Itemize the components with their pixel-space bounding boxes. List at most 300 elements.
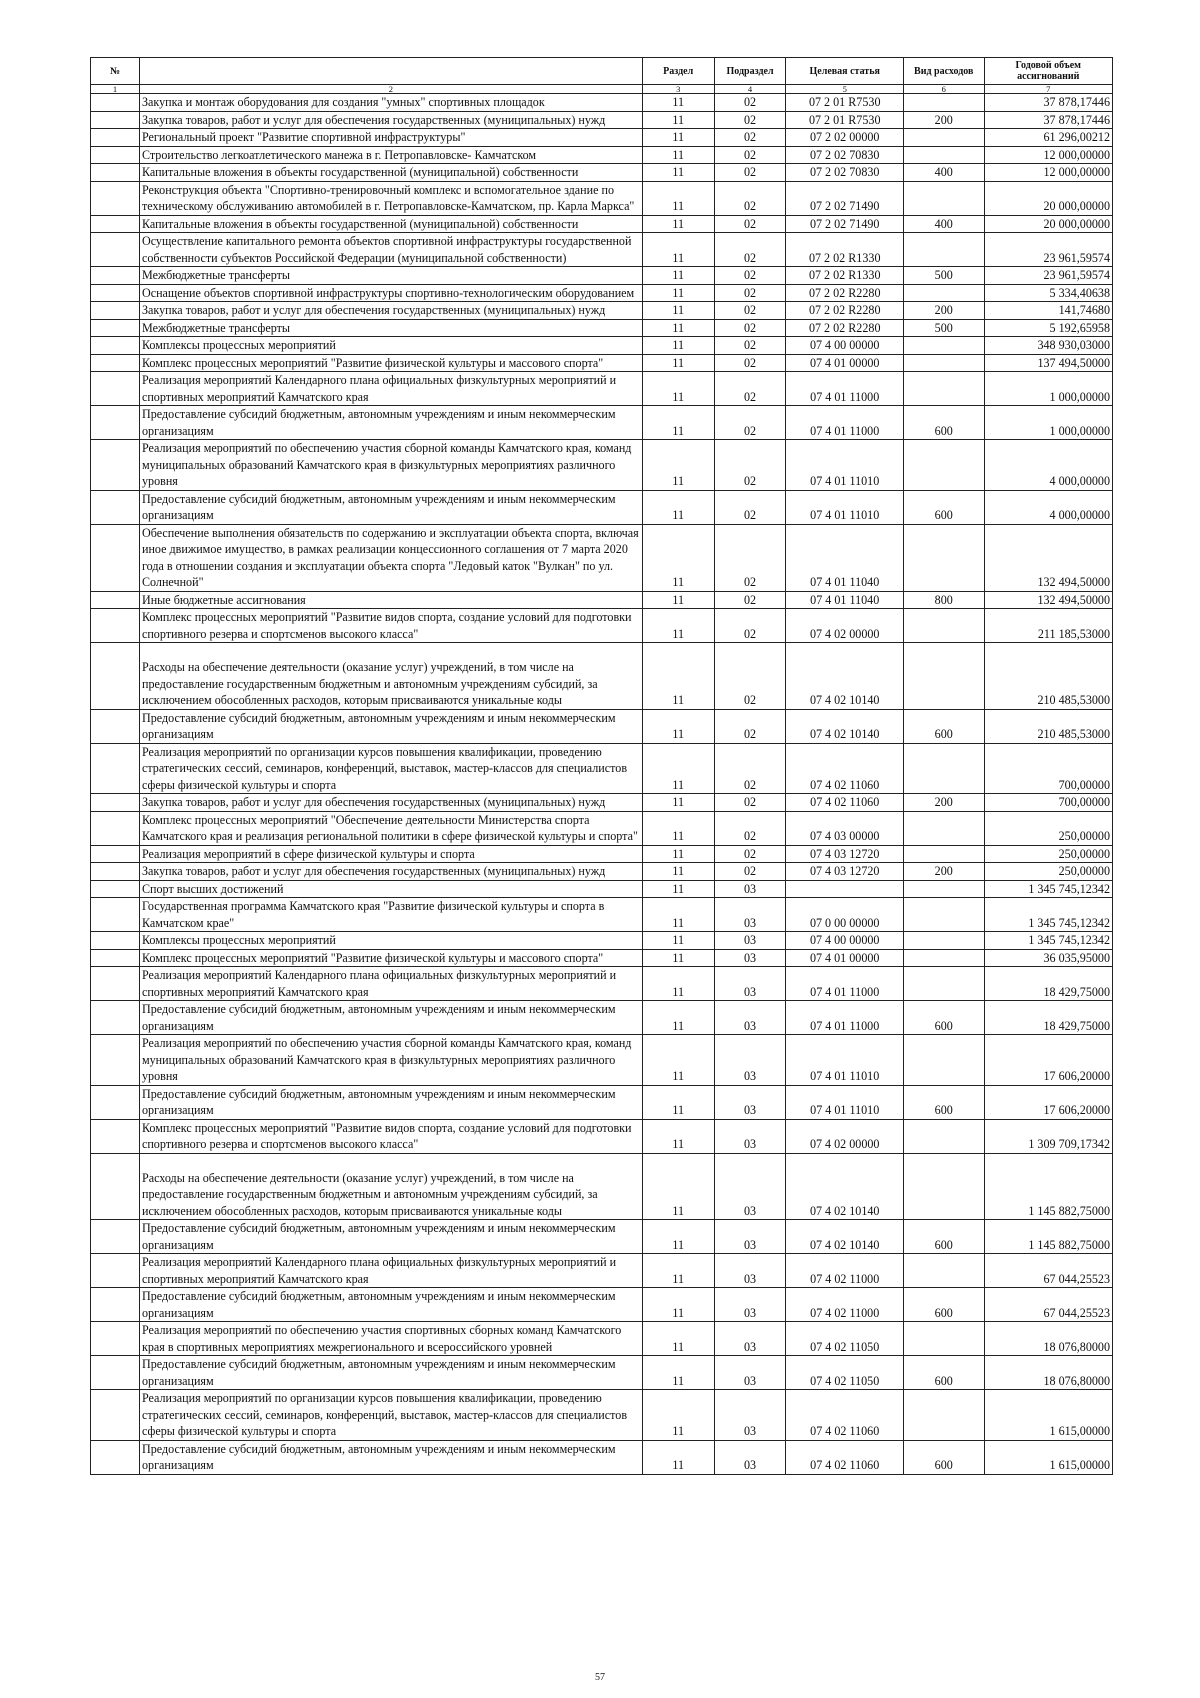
cell-name: Предоставление субсидий бюджетным, автономным учреждениям и иным некоммерческим организациям: [139, 1356, 642, 1390]
cell-annual-amount: 137 494,50000: [984, 354, 1112, 372]
cell-target-item: 07 2 02 70830: [786, 146, 904, 164]
table-row: [91, 181, 1113, 215]
cell-target-item: 07 4 02 11000: [786, 1288, 904, 1322]
cell-name: Спорт высших достижений: [139, 880, 642, 898]
cell-target-item: 07 4 01 00000: [786, 354, 904, 372]
cell-section: 11: [642, 1322, 714, 1356]
cell-name: Предоставление субсидий бюджетным, автономным учреждениям и иным некоммерческим организациям: [139, 1220, 642, 1254]
cell-expense-type: [903, 233, 984, 267]
table-row: [91, 880, 1113, 898]
cell-subsection: 03: [714, 1035, 786, 1086]
table-row: [91, 967, 1113, 1001]
cell-subsection: 02: [714, 643, 786, 710]
cell-name: Реализация мероприятий по организации курсов повышения квалификации, проведению стратегических сессий, семинаров, конференций, выставок, мастер-классов для специалистов сферы физической культуры и спорта: [139, 743, 642, 794]
cell-subsection: 02: [714, 337, 786, 355]
cell-name: Капитальные вложения в объекты государственной (муниципальной) собственности: [139, 215, 642, 233]
header-section: Раздел: [642, 58, 714, 85]
cell-section: 11: [642, 949, 714, 967]
cell-expense-type: [903, 967, 984, 1001]
cell-name: Предоставление субсидий бюджетным, автономным учреждениям и иным некоммерческим организациям: [139, 709, 642, 743]
table-row: [91, 1085, 1113, 1119]
cell-number: [91, 354, 140, 372]
cell-section: 11: [642, 490, 714, 524]
cell-name: Комплекс процессных мероприятий "Развитие физической культуры и массового спорта": [139, 354, 642, 372]
cell-expense-type: 400: [903, 215, 984, 233]
cell-subsection: 03: [714, 1254, 786, 1288]
cell-target-item: 07 4 00 00000: [786, 932, 904, 950]
cell-expense-type: 500: [903, 267, 984, 285]
cell-expense-type: [903, 1153, 984, 1220]
cell-expense-type: [903, 354, 984, 372]
cell-number: [91, 440, 140, 491]
cell-expense-type: [903, 440, 984, 491]
cell-annual-amount: 1 000,00000: [984, 406, 1112, 440]
table-row: [91, 1001, 1113, 1035]
cell-expense-type: [903, 609, 984, 643]
table-row: [91, 1288, 1113, 1322]
table-row: [91, 845, 1113, 863]
cell-section: 11: [642, 233, 714, 267]
cell-section: 11: [642, 898, 714, 932]
header-name: [139, 58, 642, 85]
table-row: [91, 1254, 1113, 1288]
cell-annual-amount: 141,74680: [984, 302, 1112, 320]
cell-number: [91, 743, 140, 794]
cell-expense-type: [903, 949, 984, 967]
column-index: 6: [903, 85, 984, 94]
cell-number: [91, 164, 140, 182]
table-row: [91, 129, 1113, 147]
table-row: [91, 337, 1113, 355]
cell-subsection: 02: [714, 302, 786, 320]
cell-section: 11: [642, 1356, 714, 1390]
cell-annual-amount: 132 494,50000: [984, 591, 1112, 609]
cell-annual-amount: 250,00000: [984, 811, 1112, 845]
table-row: [91, 609, 1113, 643]
cell-expense-type: [903, 146, 984, 164]
cell-number: [91, 372, 140, 406]
cell-subsection: 02: [714, 524, 786, 591]
cell-section: 11: [642, 1119, 714, 1153]
cell-target-item: 07 4 01 11000: [786, 372, 904, 406]
cell-target-item: 07 4 01 11000: [786, 1001, 904, 1035]
cell-target-item: 07 4 01 11040: [786, 591, 904, 609]
cell-target-item: 07 4 02 00000: [786, 1119, 904, 1153]
cell-name: Реализация мероприятий по организации курсов повышения квалификации, проведению стратегических сессий, семинаров, конференций, выставок, мастер-классов для специалистов сферы физической культуры и спорта: [139, 1390, 642, 1441]
cell-number: [91, 794, 140, 812]
cell-number: [91, 490, 140, 524]
table-row: [91, 898, 1113, 932]
cell-number: [91, 1254, 140, 1288]
table-row: [91, 794, 1113, 812]
column-index: 4: [714, 85, 786, 94]
cell-annual-amount: 37 878,17446: [984, 94, 1112, 112]
cell-number: [91, 1035, 140, 1086]
cell-section: 11: [642, 591, 714, 609]
cell-annual-amount: 210 485,53000: [984, 643, 1112, 710]
cell-name: Реализация мероприятий Календарного плана официальных физкультурных мероприятий и спортивных мероприятий Камчатского края: [139, 967, 642, 1001]
cell-name: Закупка товаров, работ и услуг для обеспечения государственных (муниципальных) нужд: [139, 111, 642, 129]
table-row: [91, 932, 1113, 950]
cell-annual-amount: 23 961,59574: [984, 267, 1112, 285]
table-row: [91, 372, 1113, 406]
cell-number: [91, 181, 140, 215]
column-index: 2: [139, 85, 642, 94]
cell-section: 11: [642, 302, 714, 320]
cell-number: [91, 1390, 140, 1441]
cell-number: [91, 1085, 140, 1119]
cell-section: 11: [642, 880, 714, 898]
cell-target-item: 07 4 02 10140: [786, 1153, 904, 1220]
cell-subsection: 02: [714, 440, 786, 491]
cell-expense-type: 400: [903, 164, 984, 182]
cell-target-item: 07 4 02 10140: [786, 709, 904, 743]
cell-name: Предоставление субсидий бюджетным, автономным учреждениям и иным некоммерческим организациям: [139, 1001, 642, 1035]
cell-name: Предоставление субсидий бюджетным, автономным учреждениям и иным некоммерческим организациям: [139, 490, 642, 524]
cell-subsection: 03: [714, 1220, 786, 1254]
cell-subsection: 03: [714, 1288, 786, 1322]
cell-number: [91, 845, 140, 863]
cell-section: 11: [642, 1390, 714, 1441]
cell-annual-amount: 36 035,95000: [984, 949, 1112, 967]
cell-name: Предоставление субсидий бюджетным, автономным учреждениям и иным некоммерческим организациям: [139, 1288, 642, 1322]
cell-name: Оснащение объектов спортивной инфраструктуры спортивно-технологическим оборудованием: [139, 284, 642, 302]
cell-section: 11: [642, 863, 714, 881]
cell-target-item: 07 4 01 00000: [786, 949, 904, 967]
cell-expense-type: [903, 181, 984, 215]
cell-name: Строительство легкоатлетического манежа в г. Петропавловске- Камчатском: [139, 146, 642, 164]
cell-subsection: 02: [714, 845, 786, 863]
cell-number: [91, 898, 140, 932]
cell-annual-amount: 348 930,03000: [984, 337, 1112, 355]
cell-section: 11: [642, 406, 714, 440]
cell-expense-type: 600: [903, 406, 984, 440]
cell-expense-type: [903, 1254, 984, 1288]
cell-name: Реализация мероприятий по обеспечению участия сборной команды Камчатского края, команд муниципальных образований Камчатского края в физкультурных мероприятиях различного уровня: [139, 440, 642, 491]
cell-subsection: 03: [714, 880, 786, 898]
cell-annual-amount: 61 296,00212: [984, 129, 1112, 147]
cell-subsection: 03: [714, 1085, 786, 1119]
cell-target-item: 07 4 02 11050: [786, 1322, 904, 1356]
cell-annual-amount: 20 000,00000: [984, 181, 1112, 215]
cell-target-item: 07 4 02 10140: [786, 643, 904, 710]
cell-number: [91, 1322, 140, 1356]
cell-section: 11: [642, 932, 714, 950]
cell-number: [91, 1440, 140, 1474]
cell-number: [91, 233, 140, 267]
table-row: [91, 863, 1113, 881]
cell-target-item: 07 2 02 70830: [786, 164, 904, 182]
cell-number: [91, 146, 140, 164]
cell-target-item: 07 4 03 12720: [786, 863, 904, 881]
cell-section: 11: [642, 1254, 714, 1288]
cell-subsection: 03: [714, 1001, 786, 1035]
cell-subsection: 03: [714, 932, 786, 950]
cell-name: Межбюджетные трансферты: [139, 319, 642, 337]
table-row: [91, 1119, 1113, 1153]
cell-name: Реализация мероприятий по обеспечению участия спортивных сборных команд Камчатского края в спортивных мероприятиях межрегионального и всероссийского уровней: [139, 1322, 642, 1356]
cell-number: [91, 643, 140, 710]
cell-target-item: 07 4 01 11000: [786, 406, 904, 440]
cell-subsection: 02: [714, 267, 786, 285]
table-header-row: [91, 58, 1113, 85]
cell-number: [91, 129, 140, 147]
cell-subsection: 02: [714, 111, 786, 129]
cell-name: Расходы на обеспечение деятельности (оказание услуг) учреждений, в том числе на предоставление государственным бюджетным и автономным учреждениям субсидий, за исключением обособленных расходов, которым присваиваются уникальные коды: [139, 1153, 642, 1220]
cell-expense-type: [903, 898, 984, 932]
cell-subsection: 02: [714, 129, 786, 147]
cell-section: 11: [642, 811, 714, 845]
cell-annual-amount: 250,00000: [984, 863, 1112, 881]
cell-name: Предоставление субсидий бюджетным, автономным учреждениям и иным некоммерческим организациям: [139, 406, 642, 440]
cell-target-item: 07 2 02 00000: [786, 129, 904, 147]
cell-expense-type: [903, 880, 984, 898]
cell-target-item: 07 4 03 12720: [786, 845, 904, 863]
table-row: [91, 490, 1113, 524]
cell-name: Комплекс процессных мероприятий "Развитие видов спорта, создание условий для подготовки спортивного резерва и спортсменов высокого класса": [139, 1119, 642, 1153]
cell-expense-type: 600: [903, 1085, 984, 1119]
cell-annual-amount: 132 494,50000: [984, 524, 1112, 591]
cell-name: Межбюджетные трансферты: [139, 267, 642, 285]
cell-expense-type: [903, 1322, 984, 1356]
cell-name: Закупка и монтаж оборудования для создания "умных" спортивных площадок: [139, 94, 642, 112]
cell-subsection: 03: [714, 1390, 786, 1441]
header-target-item: Целевая статья: [786, 58, 904, 85]
column-index-row: [91, 85, 1113, 94]
cell-section: 11: [642, 709, 714, 743]
cell-subsection: 02: [714, 164, 786, 182]
cell-target-item: [786, 880, 904, 898]
cell-name: Комплекс процессных мероприятий "Развитие видов спорта, создание условий для подготовки спортивного резерва и спортсменов высокого класса": [139, 609, 642, 643]
cell-expense-type: [903, 1035, 984, 1086]
cell-expense-type: [903, 1390, 984, 1441]
column-index: 3: [642, 85, 714, 94]
cell-name: Осуществление капитального ремонта объектов спортивной инфраструктуры государственной собственности субъектов Российской Федерации (муниципальной собственности): [139, 233, 642, 267]
cell-subsection: 02: [714, 863, 786, 881]
cell-section: 11: [642, 845, 714, 863]
cell-annual-amount: 20 000,00000: [984, 215, 1112, 233]
cell-name: Комплекс процессных мероприятий "Обеспечение деятельности Министерства спорта Камчатского края и реализация региональной политики в сфере физической культуры и спорта": [139, 811, 642, 845]
table-row: [91, 709, 1113, 743]
table-row: [91, 233, 1113, 267]
cell-target-item: 07 2 01 R7530: [786, 94, 904, 112]
cell-annual-amount: 37 878,17446: [984, 111, 1112, 129]
cell-annual-amount: 250,00000: [984, 845, 1112, 863]
cell-name: Капитальные вложения в объекты государственной (муниципальной) собственности: [139, 164, 642, 182]
table-row: [91, 591, 1113, 609]
cell-annual-amount: 17 606,20000: [984, 1035, 1112, 1086]
cell-number: [91, 284, 140, 302]
cell-expense-type: 800: [903, 591, 984, 609]
cell-name: Комплексы процессных мероприятий: [139, 932, 642, 950]
cell-subsection: 03: [714, 898, 786, 932]
cell-section: 11: [642, 354, 714, 372]
table-row: [91, 1440, 1113, 1474]
table-row: [91, 111, 1113, 129]
cell-expense-type: 600: [903, 1440, 984, 1474]
cell-subsection: 02: [714, 354, 786, 372]
cell-target-item: 07 4 02 11000: [786, 1254, 904, 1288]
cell-expense-type: 600: [903, 1220, 984, 1254]
cell-subsection: 03: [714, 967, 786, 1001]
cell-target-item: 07 4 01 11010: [786, 1085, 904, 1119]
cell-subsection: 02: [714, 146, 786, 164]
cell-annual-amount: 1 345 745,12342: [984, 898, 1112, 932]
cell-name: Реализация мероприятий в сфере физической культуры и спорта: [139, 845, 642, 863]
header-expense-type: Вид расходов: [903, 58, 984, 85]
cell-section: 11: [642, 1440, 714, 1474]
table-row: [91, 164, 1113, 182]
cell-target-item: 07 4 02 11060: [786, 1440, 904, 1474]
cell-annual-amount: 18 076,80000: [984, 1322, 1112, 1356]
cell-annual-amount: 4 000,00000: [984, 440, 1112, 491]
cell-subsection: 02: [714, 181, 786, 215]
cell-expense-type: [903, 524, 984, 591]
cell-number: [91, 1220, 140, 1254]
cell-target-item: 07 2 02 R1330: [786, 267, 904, 285]
cell-annual-amount: 1 000,00000: [984, 372, 1112, 406]
cell-section: 11: [642, 609, 714, 643]
cell-section: 11: [642, 743, 714, 794]
table-row: [91, 1153, 1113, 1220]
table-row: [91, 354, 1113, 372]
cell-target-item: 07 4 01 11010: [786, 1035, 904, 1086]
cell-target-item: 07 2 02 R2280: [786, 284, 904, 302]
table-row: [91, 743, 1113, 794]
cell-name: Региональный проект "Развитие спортивной инфраструктуры": [139, 129, 642, 147]
cell-number: [91, 1119, 140, 1153]
table-row: [91, 94, 1113, 112]
cell-number: [91, 880, 140, 898]
cell-target-item: 07 4 03 00000: [786, 811, 904, 845]
cell-subsection: 02: [714, 794, 786, 812]
table-row: [91, 302, 1113, 320]
cell-annual-amount: 1 345 745,12342: [984, 880, 1112, 898]
cell-name: Государственная программа Камчатского края "Развитие физической культуры и спорта в Камчатском крае": [139, 898, 642, 932]
cell-section: 11: [642, 337, 714, 355]
cell-annual-amount: 5 334,40638: [984, 284, 1112, 302]
cell-expense-type: [903, 845, 984, 863]
table-row: [91, 406, 1113, 440]
cell-target-item: 07 4 01 11010: [786, 490, 904, 524]
cell-annual-amount: 18 429,75000: [984, 1001, 1112, 1035]
cell-name: Реализация мероприятий Календарного плана официальных физкультурных мероприятий и спортивных мероприятий Камчатского края: [139, 1254, 642, 1288]
table-row: [91, 1322, 1113, 1356]
header-subsection: Подраздел: [714, 58, 786, 85]
cell-target-item: 07 4 02 11060: [786, 743, 904, 794]
cell-subsection: 02: [714, 709, 786, 743]
cell-annual-amount: 1 615,00000: [984, 1440, 1112, 1474]
cell-number: [91, 609, 140, 643]
cell-target-item: 07 4 02 11060: [786, 1390, 904, 1441]
cell-target-item: 07 2 02 R2280: [786, 302, 904, 320]
cell-annual-amount: 5 192,65958: [984, 319, 1112, 337]
cell-subsection: 02: [714, 233, 786, 267]
cell-target-item: 07 4 02 11060: [786, 794, 904, 812]
cell-subsection: 02: [714, 94, 786, 112]
cell-expense-type: 600: [903, 1356, 984, 1390]
cell-number: [91, 811, 140, 845]
cell-subsection: 02: [714, 743, 786, 794]
cell-section: 11: [642, 1001, 714, 1035]
cell-number: [91, 1356, 140, 1390]
table-row: [91, 440, 1113, 491]
cell-number: [91, 319, 140, 337]
table-row: [91, 319, 1113, 337]
cell-section: 11: [642, 372, 714, 406]
cell-name: Закупка товаров, работ и услуг для обеспечения государственных (муниципальных) нужд: [139, 302, 642, 320]
cell-number: [91, 406, 140, 440]
header-number: №: [91, 58, 140, 85]
table-row: [91, 811, 1113, 845]
cell-section: 11: [642, 319, 714, 337]
cell-target-item: 07 4 01 11000: [786, 967, 904, 1001]
cell-expense-type: [903, 337, 984, 355]
cell-section: 11: [642, 794, 714, 812]
cell-number: [91, 591, 140, 609]
cell-annual-amount: 1 345 745,12342: [984, 932, 1112, 950]
cell-section: 11: [642, 1035, 714, 1086]
cell-section: 11: [642, 440, 714, 491]
cell-name: Расходы на обеспечение деятельности (оказание услуг) учреждений, в том числе на предоставление государственным бюджетным и автономным учреждениям субсидий, за исключением обособленных расходов, которым присваиваются уникальные коды: [139, 643, 642, 710]
cell-name: Реализация мероприятий Календарного плана официальных физкультурных мероприятий и спортивных мероприятий Камчатского края: [139, 372, 642, 406]
cell-target-item: 07 4 01 11010: [786, 440, 904, 491]
column-index: 7: [984, 85, 1112, 94]
cell-expense-type: 500: [903, 319, 984, 337]
table-row: [91, 524, 1113, 591]
cell-expense-type: [903, 129, 984, 147]
cell-number: [91, 267, 140, 285]
cell-annual-amount: 1 145 882,75000: [984, 1153, 1112, 1220]
table-row: [91, 643, 1113, 710]
cell-number: [91, 949, 140, 967]
cell-number: [91, 1288, 140, 1322]
cell-section: 11: [642, 146, 714, 164]
cell-target-item: 07 2 02 R2280: [786, 319, 904, 337]
cell-number: [91, 215, 140, 233]
cell-section: 11: [642, 164, 714, 182]
cell-expense-type: 600: [903, 1001, 984, 1035]
cell-expense-type: [903, 372, 984, 406]
cell-number: [91, 337, 140, 355]
cell-number: [91, 932, 140, 950]
cell-section: 11: [642, 267, 714, 285]
cell-target-item: 07 4 02 10140: [786, 1220, 904, 1254]
cell-number: [91, 111, 140, 129]
cell-subsection: 03: [714, 1356, 786, 1390]
cell-section: 11: [642, 1288, 714, 1322]
cell-subsection: 02: [714, 319, 786, 337]
cell-number: [91, 94, 140, 112]
cell-subsection: 03: [714, 1322, 786, 1356]
cell-number: [91, 524, 140, 591]
cell-annual-amount: 211 185,53000: [984, 609, 1112, 643]
cell-expense-type: [903, 932, 984, 950]
table-row: [91, 284, 1113, 302]
cell-annual-amount: 1 145 882,75000: [984, 1220, 1112, 1254]
cell-section: 11: [642, 215, 714, 233]
cell-section: 11: [642, 1153, 714, 1220]
cell-number: [91, 967, 140, 1001]
cell-expense-type: [903, 811, 984, 845]
cell-target-item: 07 2 02 71490: [786, 181, 904, 215]
cell-number: [91, 302, 140, 320]
cell-subsection: 02: [714, 406, 786, 440]
cell-subsection: 02: [714, 372, 786, 406]
table-body: [91, 94, 1113, 1475]
table-row: [91, 1035, 1113, 1086]
cell-expense-type: 200: [903, 863, 984, 881]
